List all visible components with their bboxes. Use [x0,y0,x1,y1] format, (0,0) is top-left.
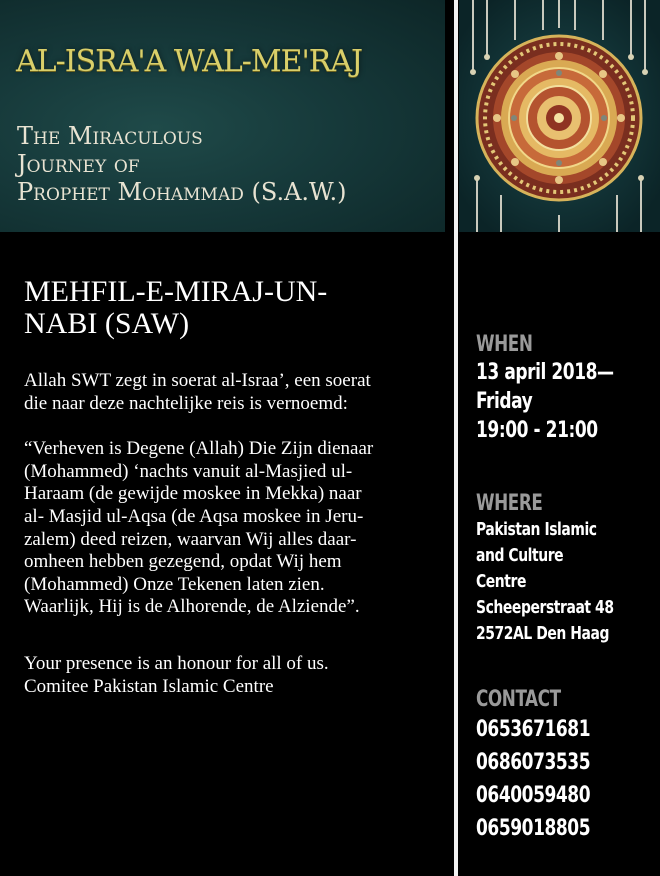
venue-line: and Culture [476,545,564,566]
subtitle-line: Journey of [17,150,140,178]
where-label: WHERE [476,491,543,516]
ornament-image [459,0,660,232]
text-line: Waarlijk, Hij is de Alhorende, de Alziende”. [24,596,360,618]
text-line: Your presence is an honour for all of us. [24,652,329,674]
where-section [476,491,660,647]
event-date: 13 april 2018— [476,360,614,385]
event-subtitle [17,122,347,206]
quote-paragraph [24,438,444,619]
text-line: Haraam (de gewijde moskee in Mekka) naar [24,483,362,505]
venue-line: Pakistan Islamic [476,519,597,540]
text-line: (Mohammed) ‘nachts vanuit al-Masjied ul- [24,460,353,482]
text-line: Comitee Pakistan Islamic Centre [24,675,274,697]
text-line: Allah SWT zegt in soerat al-Israa’, een soerat [24,370,371,391]
phone-number[interactable]: 0659018805 [476,816,591,841]
subtitle-line: The Miraculous [17,122,203,150]
event-info [476,332,660,845]
address-street: Scheeperstraat 48 [476,597,614,618]
heading-line: NABI (SAW) [24,307,190,340]
contact-section [476,687,660,845]
main-heading [24,276,444,340]
main-content [24,276,444,698]
when-label: WHEN [476,332,533,357]
event-title: AL-ISRA'A WAL-ME'RAJ [16,44,363,79]
heading-line: MEHFIL-E-MIRAJ-UN- [24,275,328,308]
address-city: 2572AL Den Haag [476,623,610,644]
phone-number[interactable]: 0686073535 [476,750,591,775]
text-line: zalem) deed reizen, waarvan Wij alles daar- [24,528,357,550]
subtitle-line: Prophet Mohammad (S.A.W.) [17,178,347,206]
vertical-divider [454,0,458,876]
closing-paragraph [24,653,444,698]
header-banner [0,0,445,232]
text-line: omheen hebben gezegend, opdat Wij hem [24,551,342,573]
event-day: Friday [476,389,533,414]
text-line: die naar deze nachtelijke reis is vernoemd: [24,392,348,414]
venue-line: Centre [476,571,526,592]
text-line: (Mohammed) Onze Tekenen laten zien. [24,573,325,595]
contact-label: CONTACT [476,687,561,712]
phone-number[interactable]: 0640059480 [476,783,591,808]
text-line: “Verheven is Degene (Allah) Die Zijn dienaar [24,438,374,460]
intro-paragraph [24,370,444,415]
text-line: al- Masjid ul-Aqsa (de Aqsa moskee in Jeru- [24,505,364,527]
phone-number[interactable]: 0653671681 [476,717,591,742]
when-section [476,332,660,445]
event-time: 19:00 - 21:00 [476,418,598,443]
